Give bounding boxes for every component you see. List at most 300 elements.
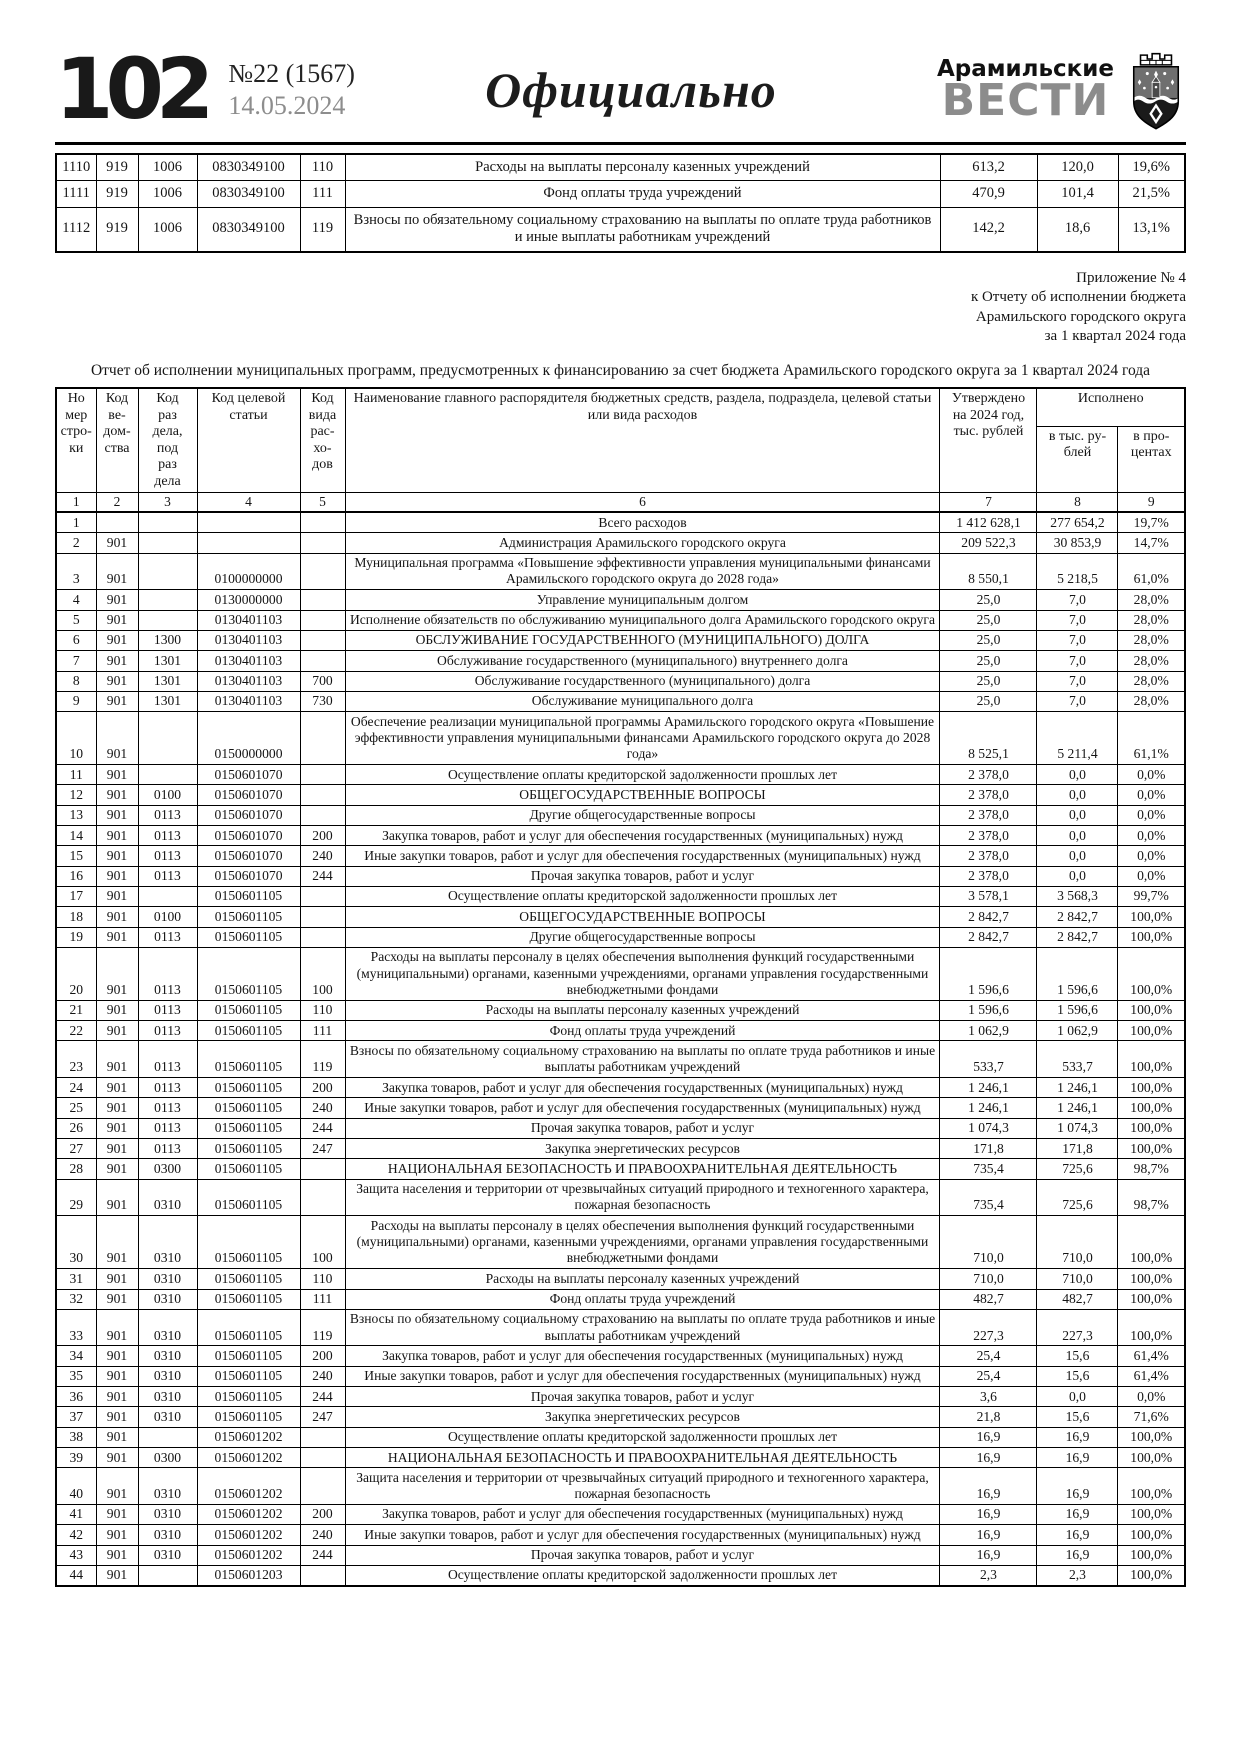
razdel-code-cell: 0113 (138, 1118, 197, 1138)
approved-amount-cell: 8 525,1 (940, 712, 1037, 765)
razdel-code-cell: 0310 (138, 1269, 197, 1289)
table-row (56, 826, 1185, 846)
executed-amount-cell: 16,9 (1037, 1525, 1118, 1545)
col-number: 4 (197, 493, 300, 512)
executed-amount-cell: 1 596,6 (1037, 1000, 1118, 1020)
approved-amount-cell: 710,0 (940, 1269, 1037, 1289)
expense-name-cell: Фонд оплаты труда учреждений (345, 1021, 940, 1041)
table-row (56, 610, 1185, 630)
executed-percent-cell: 0,0% (1118, 866, 1185, 886)
vedomstvo-code-cell: 901 (96, 1118, 138, 1138)
table-row (56, 1366, 1185, 1386)
executed-percent-cell: 100,0% (1118, 1448, 1185, 1468)
expense-name-cell: Фонд оплаты труда учреждений (345, 181, 940, 207)
row-number-cell: 38 (56, 1427, 96, 1447)
row-number-cell: 1110 (56, 154, 96, 181)
expense-name-cell: Защита населения и территории от чрезвычайных ситуаций природного и техногенного характера, пожарная безопасность (345, 1179, 940, 1216)
page-number: 102 (55, 40, 207, 139)
executed-percent-cell: 71,6% (1118, 1407, 1185, 1427)
executed-percent-cell: 98,7% (1118, 1159, 1185, 1179)
table-row (56, 947, 1185, 1000)
executed-percent-cell: 100,0% (1118, 1468, 1185, 1505)
executed-amount-cell: 0,0 (1037, 1387, 1118, 1407)
row-number-cell: 36 (56, 1387, 96, 1407)
executed-percent-cell: 100,0% (1118, 1545, 1185, 1565)
row-number-cell: 8 (56, 671, 96, 691)
expense-name-cell: Взносы по обязательному социальному страхованию на выплаты по оплате труда работников и иные выплаты работникам учреждений (345, 1041, 940, 1078)
col-number: 8 (1037, 493, 1118, 512)
approved-amount-cell: 2,3 (940, 1565, 1037, 1586)
executed-percent-cell: 0,0% (1118, 805, 1185, 825)
row-number-cell: 5 (56, 610, 96, 630)
target-article-cell: 0130401103 (197, 671, 300, 691)
program-execution-table (55, 387, 1186, 1587)
row-number-cell: 40 (56, 1468, 96, 1505)
target-article-cell (197, 533, 300, 553)
executed-amount-cell: 1 246,1 (1037, 1098, 1118, 1118)
target-article-cell: 0100000000 (197, 553, 300, 590)
razdel-code-cell: 0310 (138, 1468, 197, 1505)
vedomstvo-code-cell: 901 (96, 1387, 138, 1407)
expense-type-cell: 110 (300, 1000, 345, 1020)
target-article-cell: 0150601105 (197, 1000, 300, 1020)
executed-percent-cell: 19,7% (1118, 512, 1185, 533)
table-row (56, 1565, 1185, 1586)
target-article-cell: 0150601202 (197, 1525, 300, 1545)
executed-percent-cell: 28,0% (1118, 671, 1185, 691)
expense-type-cell: 244 (300, 1118, 345, 1138)
razdel-code-cell: 0113 (138, 826, 197, 846)
row-number-cell: 27 (56, 1139, 96, 1159)
target-article-cell: 0150601105 (197, 1041, 300, 1078)
expense-name-cell: Прочая закупка товаров, работ и услуг (345, 1545, 940, 1565)
row-number-cell: 29 (56, 1179, 96, 1216)
executed-amount-cell: 0,0 (1037, 846, 1118, 866)
header-razdel: Код раз дела, под раз дела (138, 388, 197, 493)
section-title: Официально (485, 62, 777, 118)
header-target-article: Код целевой статьи (197, 388, 300, 493)
target-article-cell: 0150601105 (197, 1139, 300, 1159)
column-numbers-row (56, 493, 1185, 512)
row-number-cell: 25 (56, 1098, 96, 1118)
expense-name-cell: Защита населения и территории от чрезвычайных ситуаций природного и техногенного характера, пожарная безопасность (345, 1468, 940, 1505)
approved-amount-cell: 25,0 (940, 610, 1037, 630)
target-article-cell: 0150601070 (197, 765, 300, 785)
table-row (56, 785, 1185, 805)
razdel-code-cell: 0300 (138, 1159, 197, 1179)
razdel-code-cell (138, 712, 197, 765)
table-row (56, 1545, 1185, 1565)
table-row (56, 1078, 1185, 1098)
executed-amount-cell: 533,7 (1037, 1041, 1118, 1078)
executed-percent-cell: 0,0% (1118, 826, 1185, 846)
header-vedomstvo: Код ве- дом- ства (96, 388, 138, 493)
table-row (56, 1041, 1185, 1078)
vedomstvo-code-cell: 901 (96, 1468, 138, 1505)
expense-type-cell: 100 (300, 1216, 345, 1269)
table-header (56, 388, 1185, 512)
razdel-code-cell: 0113 (138, 1098, 197, 1118)
vedomstvo-code-cell: 901 (96, 1407, 138, 1427)
razdel-code-cell: 0113 (138, 1021, 197, 1041)
expense-type-cell: 240 (300, 846, 345, 866)
razdel-code-cell: 0310 (138, 1366, 197, 1386)
executed-amount-cell: 725,6 (1037, 1179, 1118, 1216)
executed-amount-cell: 16,9 (1037, 1545, 1118, 1565)
table-row (56, 512, 1185, 533)
vedomstvo-code-cell: 901 (96, 1565, 138, 1586)
executed-amount-cell: 7,0 (1037, 651, 1118, 671)
table-row (56, 866, 1185, 886)
target-article-cell: 0150601202 (197, 1427, 300, 1447)
executed-percent-cell: 28,0% (1118, 610, 1185, 630)
approved-amount-cell: 735,4 (940, 1179, 1037, 1216)
expense-name-cell: ОБЩЕГОСУДАРСТВЕННЫЕ ВОПРОСЫ (345, 785, 940, 805)
target-article-cell: 0150601105 (197, 1387, 300, 1407)
expense-type-cell: 730 (300, 691, 345, 711)
expense-type-cell: 244 (300, 866, 345, 886)
razdel-code-cell: 0113 (138, 1139, 197, 1159)
expense-name-cell: Исполнение обязательств по обслуживанию муниципального долга Арамильского городского округа (345, 610, 940, 630)
row-number-cell: 30 (56, 1216, 96, 1269)
row-number-cell: 12 (56, 785, 96, 805)
expense-name-cell: Другие общегосударственные вопросы (345, 805, 940, 825)
vedomstvo-code-cell: 901 (96, 1216, 138, 1269)
executed-percent-cell: 0,0% (1118, 765, 1185, 785)
row-number-cell: 14 (56, 826, 96, 846)
expense-type-cell (300, 1179, 345, 1216)
vedomstvo-code-cell: 919 (96, 154, 138, 181)
table-row (56, 590, 1185, 610)
expense-name-cell: Закупка товаров, работ и услуг для обеспечения государственных (муниципальных) нужд (345, 1504, 940, 1524)
table-row (56, 1387, 1185, 1407)
target-article-cell: 0830349100 (197, 207, 300, 251)
approved-amount-cell: 25,4 (940, 1366, 1037, 1386)
expense-name-cell: Прочая закупка товаров, работ и услуг (345, 1118, 940, 1138)
target-article-cell: 0130000000 (197, 590, 300, 610)
expense-type-cell (300, 785, 345, 805)
budget-continuation-table (55, 153, 1186, 253)
target-article-cell: 0150601202 (197, 1448, 300, 1468)
target-article-cell: 0830349100 (197, 181, 300, 207)
vedomstvo-code-cell: 901 (96, 691, 138, 711)
target-article-cell: 0150601105 (197, 1078, 300, 1098)
executed-amount-cell: 15,6 (1037, 1346, 1118, 1366)
expense-type-cell (300, 533, 345, 553)
target-article-cell: 0150601070 (197, 785, 300, 805)
row-number-cell: 15 (56, 846, 96, 866)
row-number-cell: 34 (56, 1346, 96, 1366)
row-number-cell: 33 (56, 1309, 96, 1346)
executed-percent-cell: 28,0% (1118, 691, 1185, 711)
executed-amount-cell: 725,6 (1037, 1159, 1118, 1179)
approved-amount-cell: 171,8 (940, 1139, 1037, 1159)
razdel-code-cell: 0310 (138, 1387, 197, 1407)
razdel-code-cell: 1301 (138, 671, 197, 691)
approved-amount-cell: 533,7 (940, 1041, 1037, 1078)
row-number-cell: 3 (56, 553, 96, 590)
razdel-code-cell: 0100 (138, 907, 197, 927)
vedomstvo-code-cell: 901 (96, 1041, 138, 1078)
row-number-cell: 44 (56, 1565, 96, 1586)
razdel-code-cell: 1300 (138, 630, 197, 650)
executed-amount-cell: 2 842,7 (1037, 907, 1118, 927)
table-row (56, 846, 1185, 866)
expense-type-cell (300, 1427, 345, 1447)
executed-amount-cell: 7,0 (1037, 630, 1118, 650)
executed-amount-cell: 7,0 (1037, 671, 1118, 691)
executed-amount-cell: 7,0 (1037, 590, 1118, 610)
approved-amount-cell: 1 246,1 (940, 1098, 1037, 1118)
row-number-cell: 1111 (56, 181, 96, 207)
target-article-cell: 0150601105 (197, 1289, 300, 1309)
expense-type-cell: 200 (300, 1504, 345, 1524)
target-article-cell: 0150601105 (197, 1159, 300, 1179)
expense-type-cell: 119 (300, 1309, 345, 1346)
expense-name-cell: Закупка товаров, работ и услуг для обеспечения государственных (муниципальных) нужд (345, 1346, 940, 1366)
razdel-code-cell: 1006 (138, 181, 197, 207)
vedomstvo-code-cell: 901 (96, 1366, 138, 1386)
vedomstvo-code-cell: 901 (96, 553, 138, 590)
executed-amount-cell: 171,8 (1037, 1139, 1118, 1159)
row-number-cell: 1112 (56, 207, 96, 251)
target-article-cell: 0150601070 (197, 846, 300, 866)
row-number-cell: 32 (56, 1289, 96, 1309)
expense-name-cell: Взносы по обязательному социальному страхованию на выплаты по оплате труда работников и иные выплаты работникам учреждений (345, 207, 940, 251)
approved-amount-cell: 8 550,1 (940, 553, 1037, 590)
executed-percent-cell: 100,0% (1118, 1269, 1185, 1289)
expense-name-cell: Осуществление оплаты кредиторской задолженности прошлых лет (345, 765, 940, 785)
col-number: 6 (345, 493, 940, 512)
table-row (56, 886, 1185, 906)
razdel-code-cell: 0113 (138, 866, 197, 886)
executed-percent-cell: 100,0% (1118, 1139, 1185, 1159)
target-article-cell: 0150601105 (197, 1346, 300, 1366)
executed-amount-cell: 2,3 (1037, 1565, 1118, 1586)
razdel-code-cell: 0310 (138, 1525, 197, 1545)
expense-name-cell: Обслуживание государственного (муниципального) внутреннего долга (345, 651, 940, 671)
approved-amount-cell: 613,2 (940, 154, 1037, 181)
vedomstvo-code-cell: 901 (96, 927, 138, 947)
vedomstvo-code-cell: 919 (96, 181, 138, 207)
header-executed-group: Исполнено (1037, 388, 1185, 426)
approved-amount-cell: 470,9 (940, 181, 1037, 207)
expense-name-cell: Иные закупки товаров, работ и услуг для обеспечения государственных (муниципальных) нужд (345, 1525, 940, 1545)
executed-percent-cell: 100,0% (1118, 1021, 1185, 1041)
executed-amount-cell: 5 218,5 (1037, 553, 1118, 590)
expense-type-cell: 200 (300, 826, 345, 846)
expense-name-cell: Муниципальная программа «Повышение эффективности управления муниципальными финансами Арамильского городского округа до 2028 года» (345, 553, 940, 590)
expense-name-cell: Иные закупки товаров, работ и услуг для обеспечения государственных (муниципальных) нужд (345, 1366, 940, 1386)
vedomstvo-code-cell: 901 (96, 805, 138, 825)
approved-amount-cell: 2 378,0 (940, 826, 1037, 846)
col-number: 3 (138, 493, 197, 512)
expense-name-cell: НАЦИОНАЛЬНАЯ БЕЗОПАСНОСТЬ И ПРАВООХРАНИТЕЛЬНАЯ ДЕЯТЕЛЬНОСТЬ (345, 1448, 940, 1468)
expense-type-cell (300, 590, 345, 610)
vedomstvo-code-cell: 901 (96, 533, 138, 553)
expense-name-cell: Расходы на выплаты персоналу в целях обеспечения выполнения функций государственными (муниципальными) органами, казенными учреждениями, органами управления государственными внебюджетными фондами (345, 1216, 940, 1269)
header-name: Наименование главного распорядителя бюджетных средств, раздела, подраздела, целевой статьи или вида расходов (345, 388, 940, 493)
row-number-cell: 6 (56, 630, 96, 650)
approved-amount-cell: 2 842,7 (940, 907, 1037, 927)
razdel-code-cell: 0310 (138, 1346, 197, 1366)
target-article-cell: 0130401103 (197, 630, 300, 650)
expense-type-cell: 200 (300, 1078, 345, 1098)
vedomstvo-code-cell: 901 (96, 765, 138, 785)
appendix-note (55, 269, 1186, 347)
row-number-cell: 23 (56, 1041, 96, 1078)
target-article-cell: 0150601202 (197, 1504, 300, 1524)
appendix-line: к Отчету об исполнении бюджета (970, 289, 1186, 306)
row-number-cell: 42 (56, 1525, 96, 1545)
executed-amount-cell: 120,0 (1037, 154, 1118, 181)
vedomstvo-code-cell: 901 (96, 1289, 138, 1309)
executed-amount-cell: 3 568,3 (1037, 886, 1118, 906)
newspaper-page (55, 0, 1186, 1587)
row-number-cell: 10 (56, 712, 96, 765)
expense-type-cell: 240 (300, 1525, 345, 1545)
razdel-code-cell: 0310 (138, 1289, 197, 1309)
row-number-cell: 16 (56, 866, 96, 886)
table-row (56, 1098, 1185, 1118)
razdel-code-cell (138, 1565, 197, 1586)
row-number-cell: 21 (56, 1000, 96, 1020)
expense-type-cell: 100 (300, 947, 345, 1000)
approved-amount-cell: 1 074,3 (940, 1118, 1037, 1138)
vedomstvo-code-cell: 901 (96, 1179, 138, 1216)
expense-type-cell (300, 651, 345, 671)
expense-name-cell: Всего расходов (345, 512, 940, 533)
table-row (56, 651, 1185, 671)
col-number: 2 (96, 493, 138, 512)
executed-amount-cell: 16,9 (1037, 1448, 1118, 1468)
razdel-code-cell (138, 765, 197, 785)
expense-type-cell: 111 (300, 181, 345, 207)
table-row (56, 154, 1185, 181)
executed-amount-cell: 710,0 (1037, 1216, 1118, 1269)
razdel-code-cell: 0113 (138, 1041, 197, 1078)
table-row (56, 1216, 1185, 1269)
executed-amount-cell: 277 654,2 (1037, 512, 1118, 533)
approved-amount-cell: 2 378,0 (940, 846, 1037, 866)
table-row (56, 1179, 1185, 1216)
table-row (56, 533, 1185, 553)
table-row (56, 1504, 1185, 1524)
table-row (56, 1309, 1185, 1346)
razdel-code-cell: 1301 (138, 691, 197, 711)
vedomstvo-code-cell: 901 (96, 1427, 138, 1447)
vedomstvo-code-cell: 901 (96, 846, 138, 866)
approved-amount-cell: 2 842,7 (940, 927, 1037, 947)
executed-percent-cell: 0,0% (1118, 846, 1185, 866)
vedomstvo-code-cell: 901 (96, 590, 138, 610)
executed-percent-cell: 21,5% (1118, 181, 1185, 207)
appendix-line: Приложение № 4 (1076, 269, 1186, 286)
executed-amount-cell: 15,6 (1037, 1366, 1118, 1386)
issue-date: 14.05.2024 (228, 91, 346, 120)
executed-percent-cell: 0,0% (1118, 785, 1185, 805)
target-article-cell: 0150601203 (197, 1565, 300, 1586)
row-number-cell: 35 (56, 1366, 96, 1386)
executed-amount-cell: 7,0 (1037, 691, 1118, 711)
target-article-cell: 0150601105 (197, 947, 300, 1000)
expense-type-cell (300, 886, 345, 906)
row-number-cell: 2 (56, 533, 96, 553)
issue-number: №22 (1567) (228, 59, 355, 89)
row-number-cell: 28 (56, 1159, 96, 1179)
expense-name-cell: Администрация Арамильского городского округа (345, 533, 940, 553)
table-row (56, 671, 1185, 691)
executed-amount-cell: 0,0 (1037, 805, 1118, 825)
razdel-code-cell: 0113 (138, 846, 197, 866)
table-row (56, 630, 1185, 650)
executed-amount-cell: 0,0 (1037, 765, 1118, 785)
expense-type-cell (300, 1448, 345, 1468)
razdel-code-cell: 0310 (138, 1216, 197, 1269)
table-row (56, 553, 1185, 590)
razdel-code-cell (138, 1427, 197, 1447)
header-approved: Утверждено на 2024 год, тыс. рублей (940, 388, 1037, 493)
target-article-cell: 0130401103 (197, 691, 300, 711)
executed-amount-cell: 30 853,9 (1037, 533, 1118, 553)
executed-percent-cell: 100,0% (1118, 1098, 1185, 1118)
table-row (56, 181, 1185, 207)
row-number-cell: 39 (56, 1448, 96, 1468)
razdel-code-cell: 0310 (138, 1545, 197, 1565)
expense-type-cell (300, 553, 345, 590)
table-row (56, 1118, 1185, 1138)
expense-name-cell: Обслуживание муниципального долга (345, 691, 940, 711)
expense-type-cell: 247 (300, 1139, 345, 1159)
razdel-code-cell: 1006 (138, 154, 197, 181)
expense-type-cell: 240 (300, 1098, 345, 1118)
row-number-cell: 31 (56, 1269, 96, 1289)
target-article-cell: 0150601105 (197, 1098, 300, 1118)
razdel-code-cell: 0113 (138, 927, 197, 947)
expense-name-cell: Иные закупки товаров, работ и услуг для обеспечения государственных (муниципальных) нужд (345, 1098, 940, 1118)
target-article-cell: 0150601105 (197, 1118, 300, 1138)
vedomstvo-code-cell: 901 (96, 947, 138, 1000)
razdel-code-cell: 1301 (138, 651, 197, 671)
razdel-code-cell: 0310 (138, 1504, 197, 1524)
approved-amount-cell: 16,9 (940, 1525, 1037, 1545)
expense-name-cell: Закупка товаров, работ и услуг для обеспечения государственных (муниципальных) нужд (345, 826, 940, 846)
table-row (56, 1427, 1185, 1447)
target-article-cell: 0150601070 (197, 805, 300, 825)
approved-amount-cell: 142,2 (940, 207, 1037, 251)
vedomstvo-code-cell: 901 (96, 1078, 138, 1098)
executed-amount-cell: 482,7 (1037, 1289, 1118, 1309)
executed-percent-cell: 28,0% (1118, 590, 1185, 610)
target-article-cell: 0150601105 (197, 1366, 300, 1386)
approved-amount-cell: 2 378,0 (940, 866, 1037, 886)
expense-name-cell: Закупка энергетических ресурсов (345, 1139, 940, 1159)
vedomstvo-code-cell: 901 (96, 1021, 138, 1041)
executed-amount-cell: 5 211,4 (1037, 712, 1118, 765)
razdel-code-cell (138, 533, 197, 553)
vedomstvo-code-cell: 901 (96, 630, 138, 650)
executed-percent-cell: 14,7% (1118, 533, 1185, 553)
target-article-cell: 0150000000 (197, 712, 300, 765)
col-number: 5 (300, 493, 345, 512)
target-article-cell (197, 512, 300, 533)
target-article-cell: 0150601202 (197, 1468, 300, 1505)
city-coat-of-arms-icon (1126, 46, 1186, 134)
target-article-cell: 0130401103 (197, 610, 300, 630)
table-row (56, 1159, 1185, 1179)
vedomstvo-code-cell: 901 (96, 1525, 138, 1545)
approved-amount-cell: 25,0 (940, 590, 1037, 610)
